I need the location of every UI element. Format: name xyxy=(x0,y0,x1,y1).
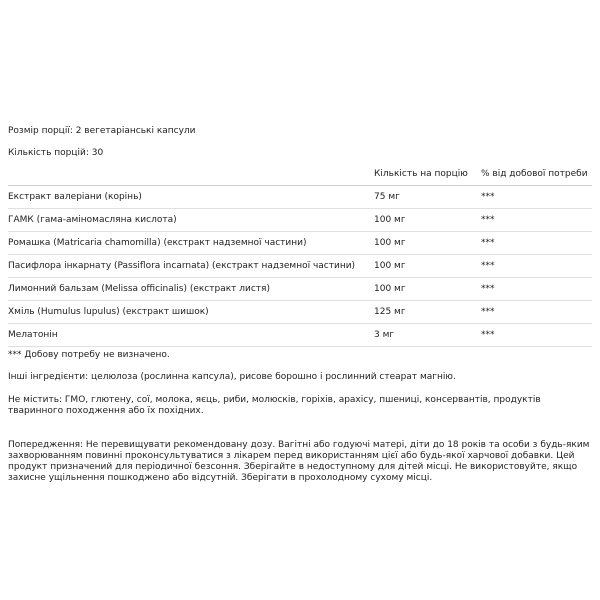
other-ingredients: Інші інгредієнти: целюлоза (рослинна капсула), рисове борошно і рослинний стеарат магнію. xyxy=(8,372,456,382)
ingredient-amount: 100 мг xyxy=(374,232,481,255)
ingredient-dv: *** xyxy=(481,255,592,278)
ingredient-amount: 100 мг xyxy=(374,255,481,278)
ingredient-amount: 75 мг xyxy=(374,186,481,209)
serving-size: Розмір порції: 2 вегетаріанські капсули xyxy=(8,126,196,136)
ingredient-dv: *** xyxy=(481,232,592,255)
ingredient-amount: 3 мг xyxy=(374,324,481,347)
ingredient-name: Хміль (Humulus lupulus) (екстракт шишок) xyxy=(8,301,374,324)
warning-text: Попередження: Не перевищувати рекомендовану дозу. Вагітні або годуючі матері, діти до 18 років та особи з будь-яким захворюванням повинні проконсультуватися з лікарем перед використанням цієї або будь-якої харчової добавки. Цей продукт призначений для періодичної безсоння. Зберігайте в недоступному для дітей місці. Не використовуйте, якщо захисне ущільнення пошкоджено або відсутній. Зберігати в прохолодному сухому місці. xyxy=(8,440,590,483)
ingredient-amount: 100 мг xyxy=(374,278,481,301)
table-header-row xyxy=(8,163,592,186)
table-row xyxy=(8,209,592,232)
table-row xyxy=(8,232,592,255)
ingredient-name: Ромашка (Matricaria chamomilla) (екстракт надземної частини) xyxy=(8,232,374,255)
ingredient-dv: *** xyxy=(481,301,592,324)
table-row xyxy=(8,186,592,209)
header-ingredient xyxy=(8,163,374,186)
header-daily-value: % від добової потреби xyxy=(481,163,592,186)
ingredient-dv: *** xyxy=(481,209,592,232)
ingredient-dv: *** xyxy=(481,278,592,301)
ingredient-name: Пасифлора інкарнату (Passiflora incarnata) (екстракт надземної частини) xyxy=(8,255,374,278)
ingredient-name: ГАМК (гама-аміномасляна кислота) xyxy=(8,209,374,232)
header-amount: Кількість на порцію xyxy=(374,163,481,186)
free-from-statement: Не містить: ГМО, глютену, сої, молока, яєць, риби, молюсків, горіхів, арахісу, пшениці, консервантів, продуктів тваринного походження або їх похідних. xyxy=(8,395,541,416)
supplement-facts-table xyxy=(8,163,592,347)
ingredient-name: Мелатонін xyxy=(8,324,374,347)
ingredient-name: Екстракт валеріани (корінь) xyxy=(8,186,374,209)
table-row xyxy=(8,324,592,347)
table-row xyxy=(8,278,592,301)
ingredient-name: Лимонний бальзам (Melissa officinalis) (екстракт листя) xyxy=(8,278,374,301)
ingredient-dv: *** xyxy=(481,186,592,209)
ingredient-amount: 125 мг xyxy=(374,301,481,324)
ingredient-dv: *** xyxy=(481,324,592,347)
ingredient-amount: 100 мг xyxy=(374,209,481,232)
table-row xyxy=(8,301,592,324)
servings-count: Кількість порцій: 30 xyxy=(8,148,104,158)
footnote: *** Добову потребу не визначено. xyxy=(8,350,170,360)
table-row xyxy=(8,255,592,278)
